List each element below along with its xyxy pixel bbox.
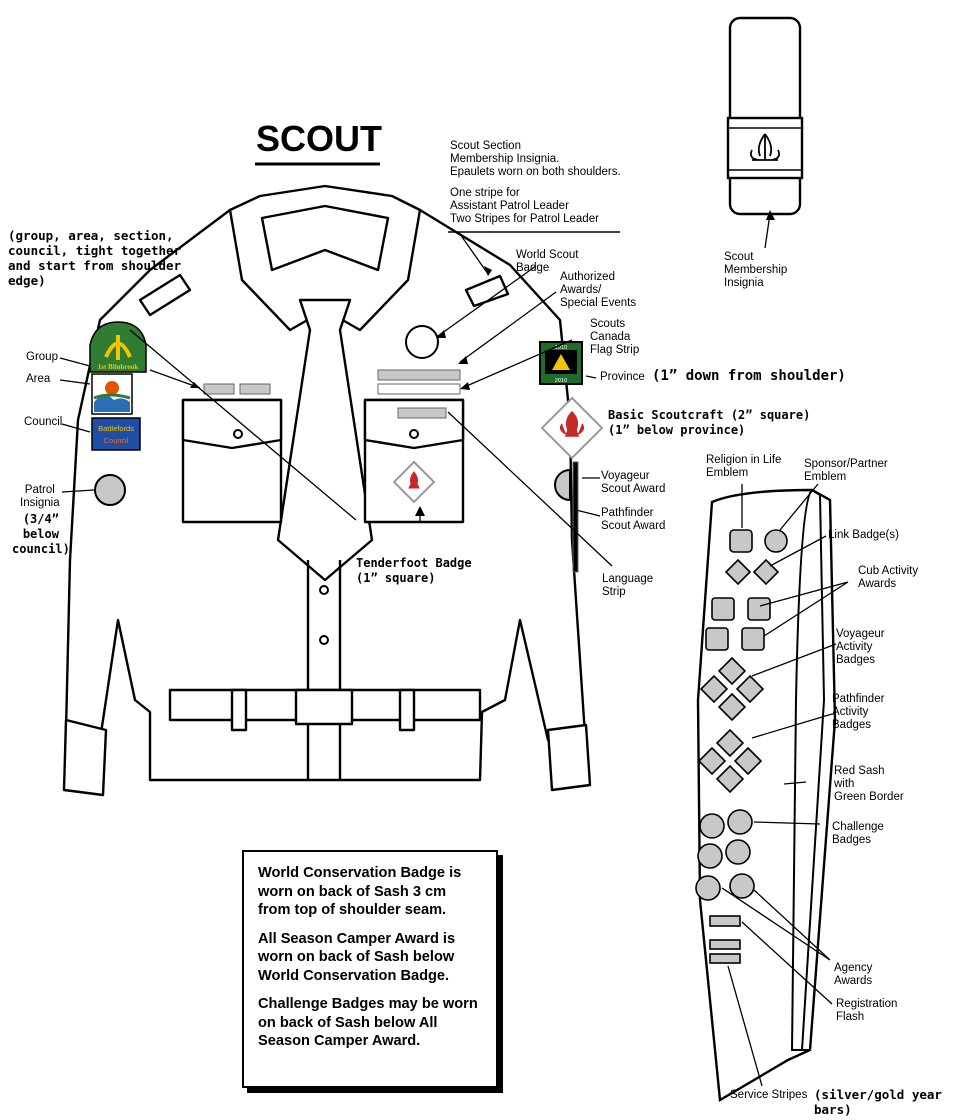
belt-loop [400, 690, 414, 730]
sponsor-emblem-spot [765, 530, 787, 552]
council-badge-line2: Council [103, 436, 129, 445]
group-label: Group [26, 351, 58, 363]
flag-strip-label: Scouts Canada Flag Strip [590, 318, 640, 356]
religion-label: Religion in Life Emblem [706, 454, 782, 479]
registration-flash [710, 916, 740, 926]
service-stripes-note: (silver/gold year bars) [814, 1087, 942, 1117]
challenge-badge [728, 810, 752, 834]
voyageur-activity-label: Voyageur Activity Badges [836, 628, 885, 666]
agency-label: Agency Awards [834, 962, 873, 987]
language-strip [573, 462, 578, 572]
service-stripe [710, 954, 740, 963]
tenderfoot-label: Tenderfoot Badge (1” square) [356, 556, 472, 585]
left-pocket-flap [183, 400, 281, 448]
red-sash-label: Red Sash with Green Border [834, 765, 904, 803]
registration-label: Registration Flash [836, 998, 898, 1023]
group-badge-text: 1st Blinbrook [97, 363, 139, 371]
authorized-awards-strip [378, 370, 460, 380]
religion-emblem-spot [730, 530, 752, 552]
basic-scoutcraft-label: Basic Scoutcraft (2” square) (1” below province) [608, 408, 811, 437]
shirt-button [234, 430, 242, 438]
membership-insignia-label: Scout Membership Insignia [724, 251, 788, 289]
challenge-label: Challenge Badges [832, 821, 884, 846]
agency-award [730, 874, 754, 898]
voyageur-award-label: Voyageur Scout Award [601, 470, 666, 495]
page-title: SCOUT [256, 118, 382, 159]
agency-award [696, 876, 720, 900]
section-insignia-label: Scout Section Membership Insignia. Epaulets worn on both shoulders. [450, 140, 621, 178]
membership-epaulet [730, 18, 800, 214]
shirt-button [410, 430, 418, 438]
patrol-note: (3/4” below council) [12, 512, 70, 556]
cub-award [706, 628, 728, 650]
language-label: Language Strip [602, 573, 654, 598]
right-cuff [548, 725, 590, 790]
right-pocket-flap [365, 400, 463, 448]
world-scout-label: World Scout Badge [516, 249, 579, 274]
challenge-badge [698, 844, 722, 868]
challenge-badge [700, 814, 724, 838]
sponsor-label: Sponsor/Partner Emblem [804, 458, 888, 483]
belt-buckle [296, 690, 352, 724]
service-stripes-label: Service Stripes [730, 1089, 808, 1101]
note-all-season-camper: All Season Camper Award is worn on back of Sash below World Conservation Badge. [258, 930, 456, 984]
cub-award [748, 598, 770, 620]
council-badge-line1: Battlefords [98, 424, 134, 433]
world-scout-badge-spot [406, 326, 438, 358]
council-badge [92, 418, 140, 450]
flag-strip-spot [378, 384, 460, 394]
note-world-conservation: World Conservation Badge is worn on back of Sash 3 cm from top of shoulder seam. [258, 865, 462, 918]
belt-loop [232, 690, 246, 730]
sash-note-box [242, 850, 498, 1088]
province-note: (1” down from shoulder) [652, 368, 846, 384]
pathfinder-award-label: Pathfinder Scout Award [601, 507, 666, 532]
cub-award [712, 598, 734, 620]
authorized-label: Authorized Awards/ Special Events [560, 271, 637, 309]
service-stripe [710, 940, 740, 949]
link-badge-label: Link Badge(s) [828, 529, 899, 541]
shirt-button [320, 636, 328, 644]
flag-year-top: 1910 [554, 345, 568, 351]
patrol-stripe [204, 384, 234, 394]
stripes-label: One stripe for Assistant Patrol Leader Two Stripes for Patrol Leader [450, 187, 599, 225]
patrol-insignia-spot [95, 475, 125, 505]
shirt-button [320, 586, 328, 594]
province-label: Province [600, 371, 645, 383]
left-cuff [64, 720, 106, 795]
cub-activity-label: Cub Activity Awards [858, 565, 919, 590]
patrol-label: Patrol Insignia [20, 484, 60, 509]
patrol-stripe [240, 384, 270, 394]
shoulder-note: (group, area, section, council, tight together and start from shoulder edge) [8, 228, 182, 288]
area-label: Area [26, 373, 51, 385]
note-challenge-badges: Challenge Badges may be worn on back of Sash below All Season Camper Award. [258, 996, 478, 1049]
challenge-badge [726, 840, 750, 864]
cub-award [742, 628, 764, 650]
language-strip-spot [398, 408, 446, 418]
pathfinder-activity-label: Pathfinder Activity Badges [832, 693, 885, 731]
flag-year-bottom: 2010 [554, 378, 568, 384]
council-label: Council [24, 416, 63, 428]
